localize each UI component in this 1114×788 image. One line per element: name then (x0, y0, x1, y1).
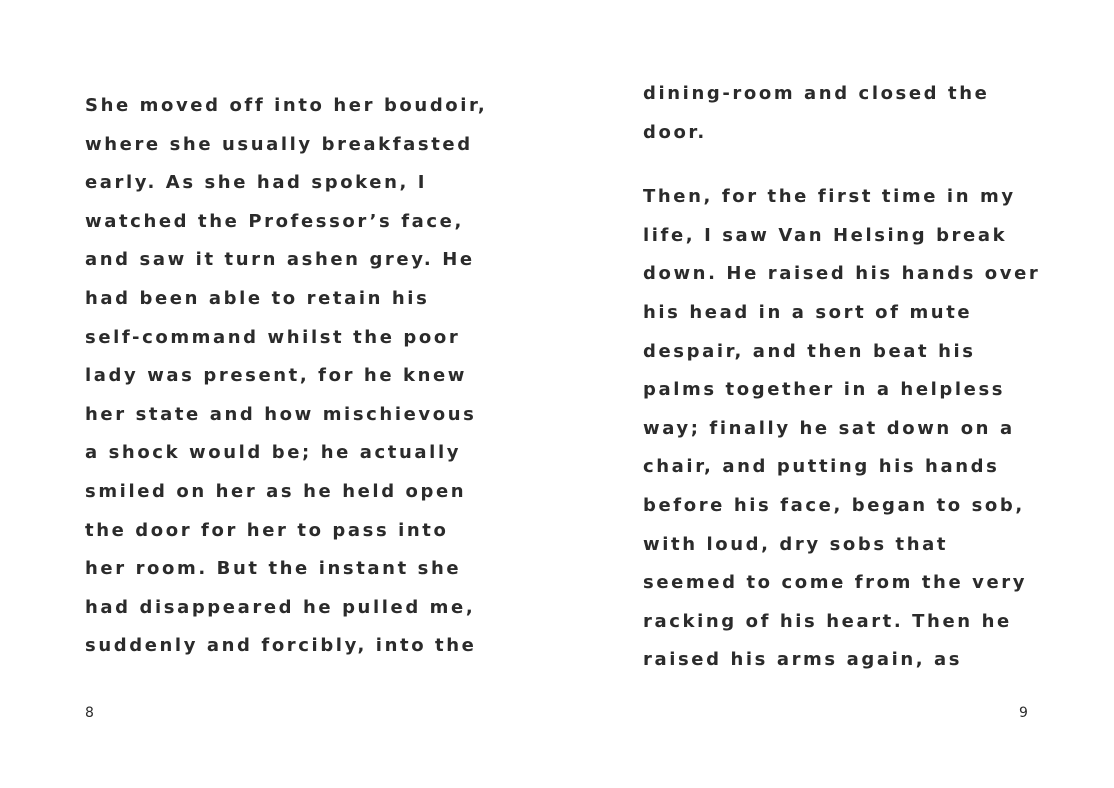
text-line: where she usually breakfasted (85, 133, 473, 155)
page-number-right: 9 (1019, 705, 1028, 721)
text-line: palms together in a helpless (643, 379, 1006, 401)
text-line: and saw it turn ashen grey. He (85, 249, 475, 271)
right-page-text (643, 75, 1083, 680)
text-line: lady was present, for he knew (85, 365, 468, 387)
text-line: her state and how mischievous (85, 403, 477, 425)
page-number-left: 8 (85, 705, 94, 721)
text-line: her room. But the instant she (85, 558, 462, 580)
text-line: dining-room and closed the (643, 83, 990, 104)
paragraph-gap (643, 152, 1083, 178)
text-line: before his face, began to sob, (643, 494, 1025, 516)
text-line: had been able to retain his (85, 287, 430, 309)
text-line: seemed to come from the very (643, 572, 1028, 594)
text-line: door. (643, 121, 707, 143)
text-line: smiled on her as he held open (85, 480, 467, 502)
text-line: life, I saw Van Helsing break (643, 224, 1008, 246)
right-page (557, 0, 1114, 788)
text-line: early. As she had spoken, I (85, 172, 428, 194)
text-line: Then, for the first time in my (643, 186, 1016, 208)
text-line: had disappeared he pulled me, (85, 596, 476, 618)
text-line: watched the Professor’s face, (85, 210, 464, 232)
text-line: She moved off into her boudoir, (85, 95, 488, 116)
text-line: raised his arms again, as (643, 649, 963, 671)
text-line: chair, and putting his hands (643, 456, 1000, 478)
text-line: racking of his heart. Then he (643, 610, 1012, 632)
text-line: suddenly and forcibly, into the (85, 635, 477, 657)
text-line: self-command whilst the poor (85, 326, 461, 348)
left-page-text (85, 87, 515, 666)
text-line: down. He raised his hands over (643, 263, 1041, 285)
text-line: with loud, dry sobs that (643, 533, 949, 555)
text-line: his head in a sort of mute (643, 301, 973, 323)
text-line: a shock would be; he actually (85, 442, 462, 464)
text-line: way; finally he sat down on a (643, 417, 1015, 439)
text-line: despair, and then beat his (643, 340, 976, 362)
text-line: the door for her to pass into (85, 519, 449, 541)
